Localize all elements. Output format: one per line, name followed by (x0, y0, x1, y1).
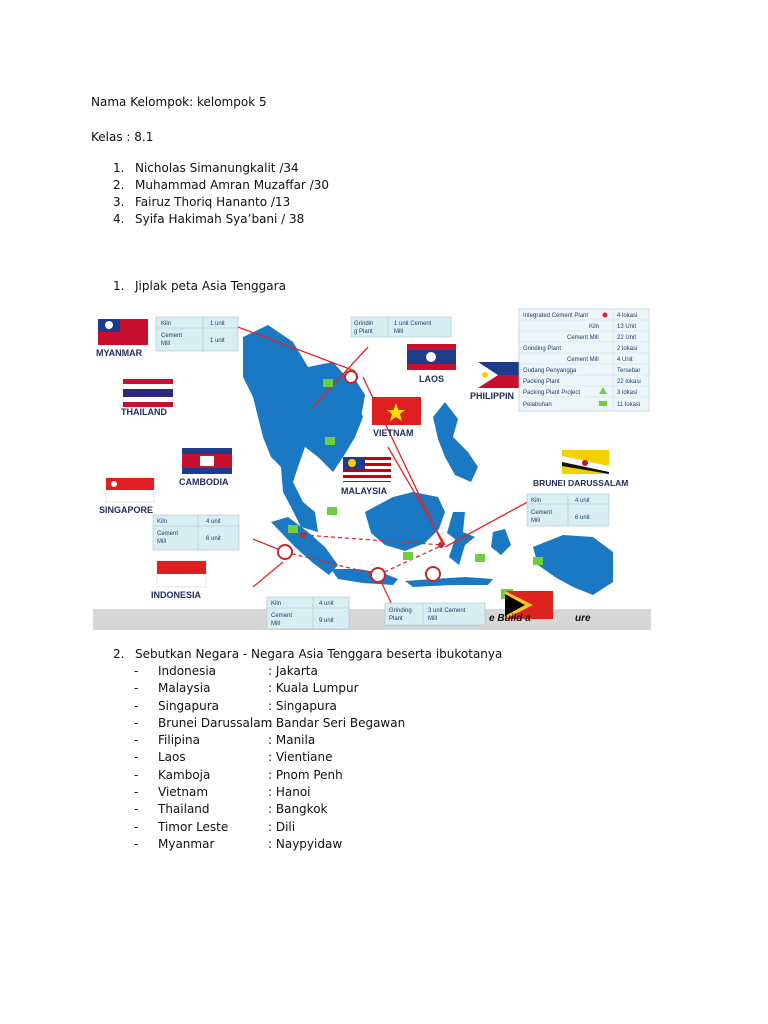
map-text-label: 6 unit (206, 536, 221, 542)
map-text-label: 1 unit Cement (394, 321, 432, 327)
label-vietnam: VIETNAM (373, 428, 414, 438)
packing-marker (533, 557, 543, 565)
plant-marker (300, 532, 306, 538)
flag-myanmar (96, 319, 148, 358)
map-text-label: 3 unit Cement (428, 608, 466, 614)
map-text-label: 11 lokasi (617, 402, 641, 408)
map-text-label: 4 lokasi (617, 313, 638, 319)
map-text-label: Cement (157, 531, 179, 537)
packing-marker (288, 525, 298, 533)
packing-marker (323, 379, 333, 387)
map-text-label: Plant (389, 616, 403, 622)
packing-marker (403, 552, 413, 560)
map-text-label: 1 unit (210, 321, 225, 327)
class-label: Kelas : 8.1 (91, 130, 154, 144)
label-thailand: THAILAND (121, 407, 167, 417)
map-text-label: Kiln (271, 601, 282, 607)
southeast-asia-map (93, 307, 651, 630)
map-text-label: Integrated Cement Plant (523, 313, 589, 319)
label-brunei: BRUNEI DARUSSALAM (533, 478, 629, 488)
map-text-label: Mill (394, 329, 403, 335)
map-text-label: Gudang Penyangga (523, 368, 577, 374)
label-philippines: PHILIPPIN (470, 391, 515, 401)
map-text-label: 2 lokasi (617, 346, 638, 352)
flag-indonesia (151, 561, 206, 600)
map-banner (93, 609, 651, 630)
group-name: Nama Kelompok: kelompok 5 (91, 95, 267, 109)
info-box-java (267, 597, 349, 629)
map-text-label: Cement Mill (567, 357, 599, 363)
map-text-label: 4 Unit (617, 357, 633, 363)
map-text-label: Pelabuhan (523, 402, 552, 408)
country-capital-list (134, 663, 405, 853)
packing-marker (475, 554, 485, 562)
map-text-label: 6 unit (575, 515, 590, 521)
map-text-label: 4 unit (206, 519, 221, 525)
map-text-label: 22 Unit (617, 335, 637, 341)
list-item: - Brunei Darussalam : Bandar Seri Begawan (134, 715, 406, 730)
map-text-label: 3 lokasi (617, 390, 638, 396)
map-text-label: Cement Mill (567, 335, 599, 341)
list-item: - Vietnam : Hanoi (134, 785, 311, 800)
member-item: 4. Syifa Hakimah Sya’bani / 38 (113, 212, 305, 226)
banner-text: e Build a (489, 613, 531, 624)
map-text-label: Kiln (589, 324, 600, 330)
list-item: - Kamboja : Pnom Penh (134, 767, 343, 782)
member-item: 2. Muhammad Amran Muzaffar /30 (113, 178, 329, 192)
list-item: - Timor Leste : Dili (134, 819, 296, 834)
info-box-myanmar (156, 317, 238, 351)
label-myanmar: MYANMAR (96, 348, 143, 358)
map-text-label: Mill (161, 341, 170, 347)
label-singapore: SINGAPORE (99, 505, 154, 515)
list-item: - Malaysia : Kuala Lumpur (134, 681, 359, 696)
plant-marker (426, 567, 440, 581)
member-item: 1. Nicholas Simanungkalit /34 (113, 161, 299, 175)
map-text-label: Kiln (157, 519, 168, 525)
label-indonesia: INDONESIA (151, 590, 202, 600)
map-text-label: 1 unit (210, 338, 225, 344)
map-text-label: Mill (428, 616, 437, 622)
map-text-label: Kiln (531, 498, 542, 504)
map-text-label: Mill (531, 518, 540, 524)
map-text-label: Kiln (161, 321, 172, 327)
info-box-grinding-bottom (385, 603, 485, 625)
map-text-label: Mill (271, 621, 280, 627)
plant-marker (438, 542, 444, 548)
packing-marker (327, 507, 337, 515)
flag-cambodia (179, 448, 232, 487)
map-text-label: Grinding Plant (523, 346, 562, 352)
map-text-label: 9 unit (319, 618, 334, 624)
map-text-label: 13 Unit (617, 324, 637, 330)
list-item: - Myanmar : Naypyidaw (134, 836, 343, 851)
map-text-label: Grinding (389, 608, 412, 614)
map-text-label: Tersebar (617, 368, 641, 374)
label-laos: LAOS (419, 374, 445, 384)
map-text-label: Packing Plant (523, 379, 560, 385)
member-item: 3. Fairuz Thoriq Hananto /13 (113, 195, 291, 209)
task1-heading: 1. Jiplak peta Asia Tenggara (113, 279, 286, 293)
flag-singapore (99, 478, 154, 515)
packing-marker (325, 437, 335, 445)
list-item: - Thailand : Bangkok (134, 802, 328, 817)
info-box-sumatra (153, 515, 239, 550)
list-item: - Singapura : Singapura (134, 698, 337, 713)
plant-marker (345, 371, 357, 383)
info-box-brunei (527, 494, 609, 526)
map-text-label: g Plant (354, 329, 373, 335)
map-text-label: Cement (271, 613, 293, 619)
task2-heading: 2. Sebutkan Negara - Negara Asia Tenggara beserta ibukotanya (113, 647, 503, 661)
map-text-label: Cement (161, 333, 183, 339)
banner-text-end: ure (575, 613, 591, 624)
map-text-label: Cement (531, 510, 553, 516)
flag-thailand (121, 379, 173, 417)
list-item: - Laos : Vientiane (134, 750, 333, 765)
flag-malaysia (341, 457, 391, 496)
map-text-label: Grindin (354, 321, 374, 327)
plant-marker (371, 568, 385, 582)
map-text-label: 4 unit (575, 498, 590, 504)
list-item: - Indonesia : Jakarta (134, 664, 318, 678)
map-text-label: Packing Plant Project (523, 390, 581, 396)
map-text-label: 4 unit (319, 601, 334, 607)
label-malaysia: MALAYSIA (341, 486, 388, 496)
plant-marker (278, 545, 292, 559)
map-text-label: 22 lokasi (617, 379, 641, 385)
label-cambodia: CAMBODIA (179, 477, 229, 487)
info-box-grinding-top (351, 317, 451, 337)
map-text-label: Mill (157, 539, 166, 545)
legend-table (519, 309, 649, 411)
list-item: - Filipina : Manila (134, 733, 316, 748)
